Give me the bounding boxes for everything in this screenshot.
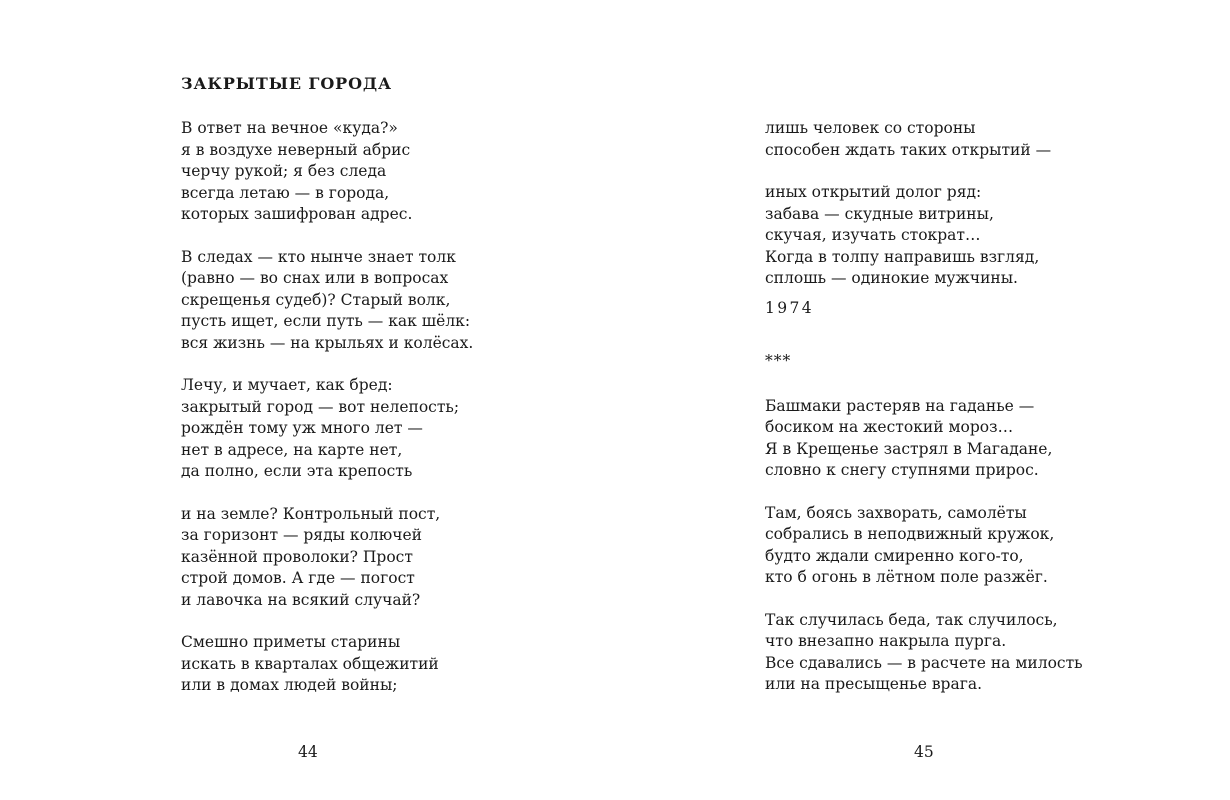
poem-line: или в домах людей войны;	[181, 676, 398, 694]
poem-line: (равно — во снах или в вопросах	[181, 269, 449, 287]
poem-line: которых зашифрован адрес.	[181, 205, 413, 223]
poem-line: Башмаки растеряв на гаданье —	[765, 396, 1035, 415]
poem-line: черчу рукой; я без следа	[181, 162, 387, 180]
poem-line: Когда в толпу направишь взгляд,	[765, 247, 1040, 266]
poem-line: нет в адресе, на карте нет,	[181, 440, 403, 459]
stanza	[765, 610, 1185, 696]
stanza	[181, 504, 601, 612]
poem-line: Все сдавались — в расчете на милость	[765, 653, 1083, 672]
poem-line: Лечу, и мучает, как бред:	[181, 376, 393, 394]
stanza	[765, 182, 1185, 290]
poem-line: за горизонт — ряды колючей	[181, 526, 422, 544]
poem-line: строй домов. А где — погост	[181, 569, 415, 587]
poem-line: всегда летаю — в города,	[181, 183, 390, 202]
poem-line: кто б огонь в лётном поле разжёг.	[765, 568, 1048, 586]
poem-line: босиком на жестокий мороз…	[765, 418, 1014, 436]
poem-line: и лавочка на всякий случай?	[181, 590, 421, 609]
poem-line: искать в кварталах общежитий	[181, 654, 439, 673]
poem-line: скучая, изучать стократ…	[765, 226, 981, 244]
section-divider: ***	[765, 351, 792, 370]
poem-year: 1974	[765, 298, 815, 317]
stanza	[765, 503, 1185, 589]
poem-line: вся жизнь — на крыльях и колёсах.	[181, 333, 474, 352]
poem-line: собрались в неподвижный кружок,	[765, 525, 1055, 543]
stanza	[765, 118, 1185, 161]
poem-line: сплошь — одинокие мужчины.	[765, 269, 1018, 287]
poem-line: Я в Крещенье застрял в Магадане,	[765, 439, 1053, 458]
stanza	[765, 396, 1185, 482]
poem-line: я в воздухе неверный абрис	[181, 140, 411, 159]
poem-line: иных открытий долог ряд:	[765, 183, 982, 201]
poem-line: или на пресыщенье врага.	[765, 675, 983, 693]
poem-line: и на земле? Контрольный пост,	[181, 504, 441, 523]
poem-line: способен ждать таких открытий —	[765, 140, 1052, 159]
poem-line: пусть ищет, если путь — как шёлк:	[181, 312, 471, 330]
page-number: 44	[298, 743, 318, 761]
poem-line: будто ждали смиренно кого-то,	[765, 546, 1024, 565]
right-poem-body	[765, 118, 1185, 717]
poem-line: В ответ на вечное «куда?»	[181, 119, 398, 137]
stanza	[181, 632, 601, 697]
stanza	[181, 375, 601, 483]
page-number: 45	[914, 743, 934, 761]
poem-line: Там, боясь захворать, самолёты	[765, 503, 1027, 522]
poem-line: что внезапно накрыла пурга.	[765, 632, 1007, 650]
poem-line: словно к снегу ступнями прирос.	[765, 461, 1039, 479]
right-page	[615, 0, 1230, 800]
poem-line: лишь человек со стороны	[765, 119, 976, 137]
poem-line: Смешно приметы старины	[181, 633, 401, 651]
stanza	[181, 247, 601, 355]
poem-line: закрытый город — вот нелепость;	[181, 397, 460, 416]
poem-title: ЗАКРЫТЫЕ ГОРОДА	[181, 74, 392, 93]
left-poem-body	[181, 118, 601, 718]
poem-line: забава — скудные витрины,	[765, 204, 994, 223]
poem-line: рождён тому уж много лет —	[181, 419, 423, 437]
poem-line: Так случилась беда, так случилось,	[765, 610, 1058, 629]
poem-line: скрещенья судеб)? Старый волк,	[181, 290, 451, 309]
poem-line: В следах — кто нынче знает толк	[181, 247, 456, 266]
stanza	[181, 118, 601, 226]
poem-line: казённой проволоки? Прост	[181, 547, 413, 566]
poem-line: да полно, если эта крепость	[181, 462, 413, 480]
